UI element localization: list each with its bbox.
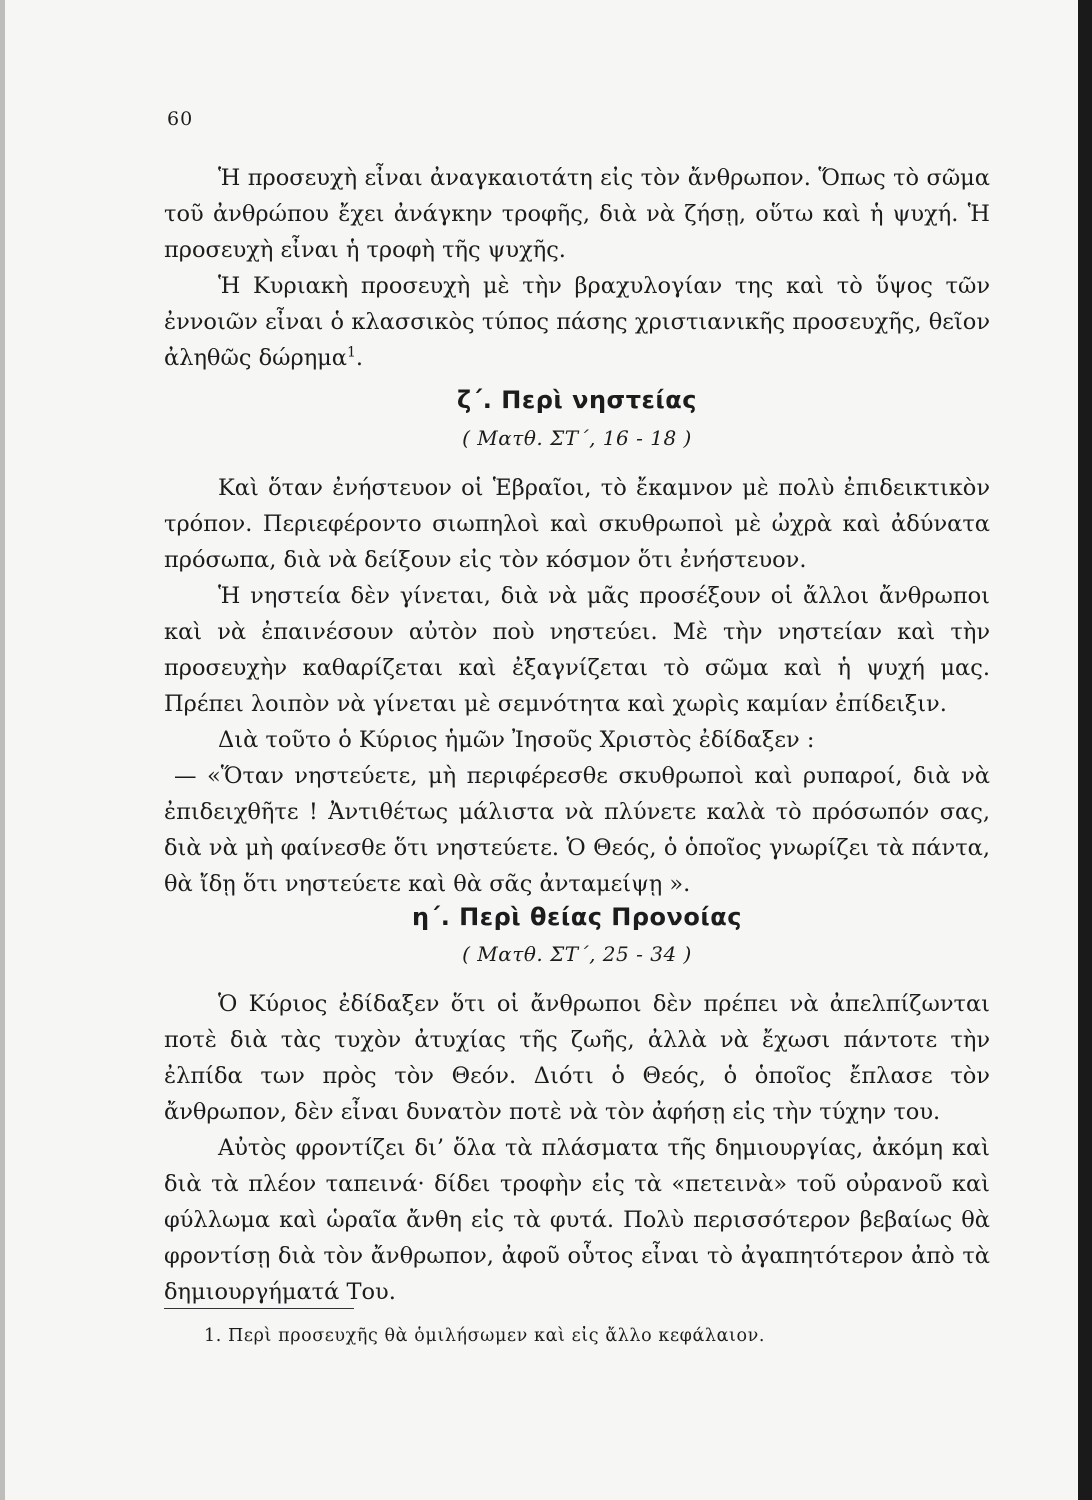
section-z-body [164,470,990,902]
section-z-paragraph-3: Διὰ τοῦτο ὁ Κύριος ἡμῶν Ἰησοῦς Χριστὸς ἐδίδαξεν : [218,727,815,753]
section-i-paragraph-2: Αὐτὸς φροντίζει δι’ ὅλα τὰ πλάσματα τῆς δημιουργίας, ἀκόμη καὶ διὰ τὰ πλέον ταπεινά· δίδει τροφὴν εἰς τὰ «πετεινὰ» τοῦ οὐρανοῦ καὶ φύλλωμα καὶ ὡραῖα ἄνθη εἰς τὰ φυτά. Πολὺ περισσότερον βεβαίως θὰ φροντίσῃ διὰ τὸν ἄνθρωπον, ἀφοῦ οὗτος εἶναι τὸ ἀγαπητότερον ἀπὸ τὰ δημιουργήματά Του. [164,1135,990,1305]
section-z-quote: — «Ὅταν νηστεύετε, μὴ περιφέρεσθε σκυθρωποὶ καὶ ρυπαροί, διὰ νὰ ἐπιδειχθῆτε ! Ἀντιθέτως μάλιστα νὰ πλύνετε καλὰ τὸ πρόσωπόν σας, διὰ νὰ μὴ φαίνεσθε ὅτι νηστεύετε. Ὁ Θεός, ὁ ὁποῖος γνωρίζει τὰ πάντα, θὰ ἴδῃ ὅτι νηστεύετε καὶ θὰ σᾶς ἀνταμείψῃ ». [164,763,990,897]
section-z-paragraph-2: Ἡ νηστεία δὲν γίνεται, διὰ νὰ μᾶς προσέξουν οἱ ἄλλοι ἄνθρωποι καὶ νὰ ἐπαινέσουν αὐτὸν ποὺ νηστεύει. Μὲ τὴν νηστείαν καὶ τὴν προσευχὴν καθαρίζεται καὶ ἐξαγνίζεται τὸ σῶμα καὶ ἡ ψυχή μας. Πρέπει λοιπὸν νὰ γίνεται μὲ σεμνότητα καὶ χωρὶς καμίαν ἐπίδειξιν. [164,583,990,717]
section-z-title: ζ΄. Περὶ νηστείας [457,386,697,414]
page-right-edge [1078,0,1092,1500]
page-number: 60 [167,108,194,130]
footnote-divider [164,1308,354,1309]
footnote: 1. Περὶ προσευχῆς θὰ ὁμιλήσωμεν καὶ εἰς ἄλλο κεφάλαιον. [204,1326,765,1346]
intro-paragraph-2-end: . [355,345,364,371]
section-i-paragraph-1: Ὁ Κύριος ἐδίδαξεν ὅτι οἱ ἄνθρωποι δὲν πρέπει νὰ ἀπελπίζωνται ποτὲ διὰ τὰς τυχὸν ἀτυχίας τῆς ζωῆς, ἀλλὰ νὰ ἔχωσι πάντοτε τὴν ἐλπίδα των πρὸς τὸν Θεόν. Διότι ὁ Θεός, ὁ ὁποῖος ἔπλασε τὸν ἄνθρωπον, δὲν εἶναι δυνατὸν ποτὲ νὰ τὸν ἀφήσῃ εἰς τὴν τύχην του. [164,991,990,1125]
section-i-title: η΄. Περὶ θείας Προνοίας [412,903,742,931]
footnote-marker: 1 [347,344,356,361]
section-i-reference: ( Ματθ. ΣΤ΄, 25 - 34 ) [462,942,692,966]
section-z-reference: ( Ματθ. ΣΤ΄, 16 - 18 ) [462,426,692,450]
intro-paragraph-2 [164,268,990,376]
intro-paragraph-1: Ἡ προσευχὴ εἶναι ἀναγκαιοτάτη εἰς τὸν ἄνθρωπον. Ὅπως τὸ σῶμα τοῦ ἀνθρώπου ἔχει ἀνάγκην τροφῆς, διὰ νὰ ζήσῃ, οὕτω καὶ ἡ ψυχή. Ἡ προσευχὴ εἶναι ἡ τροφὴ τῆς ψυχῆς. [164,165,990,263]
intro-paragraph-2-text: Ἡ Κυριακὴ προσευχὴ μὲ τὴν βραχυλογίαν της καὶ τὸ ὕψος τῶν ἐννοιῶν εἶναι ὁ κλασσικὸς τύπος πάσης χριστιανικῆς προσευχῆς, θεῖον ἀληθῶς δώρημα [164,273,990,371]
page-left-edge [0,0,5,1500]
section-z-paragraph-1: Καὶ ὅταν ἐνήστευον οἱ Ἑβραῖοι, τὸ ἔκαμνον μὲ πολὺ ἐπιδεικτικὸν τρόπον. Περιεφέροντο σιωπηλοὶ καὶ σκυθρωποὶ μὲ ὠχρὰ καὶ ἀδύνατα πρόσωπα, διὰ νὰ δείξουν εἰς τὸν κόσμον ὅτι ἐνήστευον. [164,475,990,573]
section-i-body [164,986,990,1310]
intro-block [164,160,990,376]
